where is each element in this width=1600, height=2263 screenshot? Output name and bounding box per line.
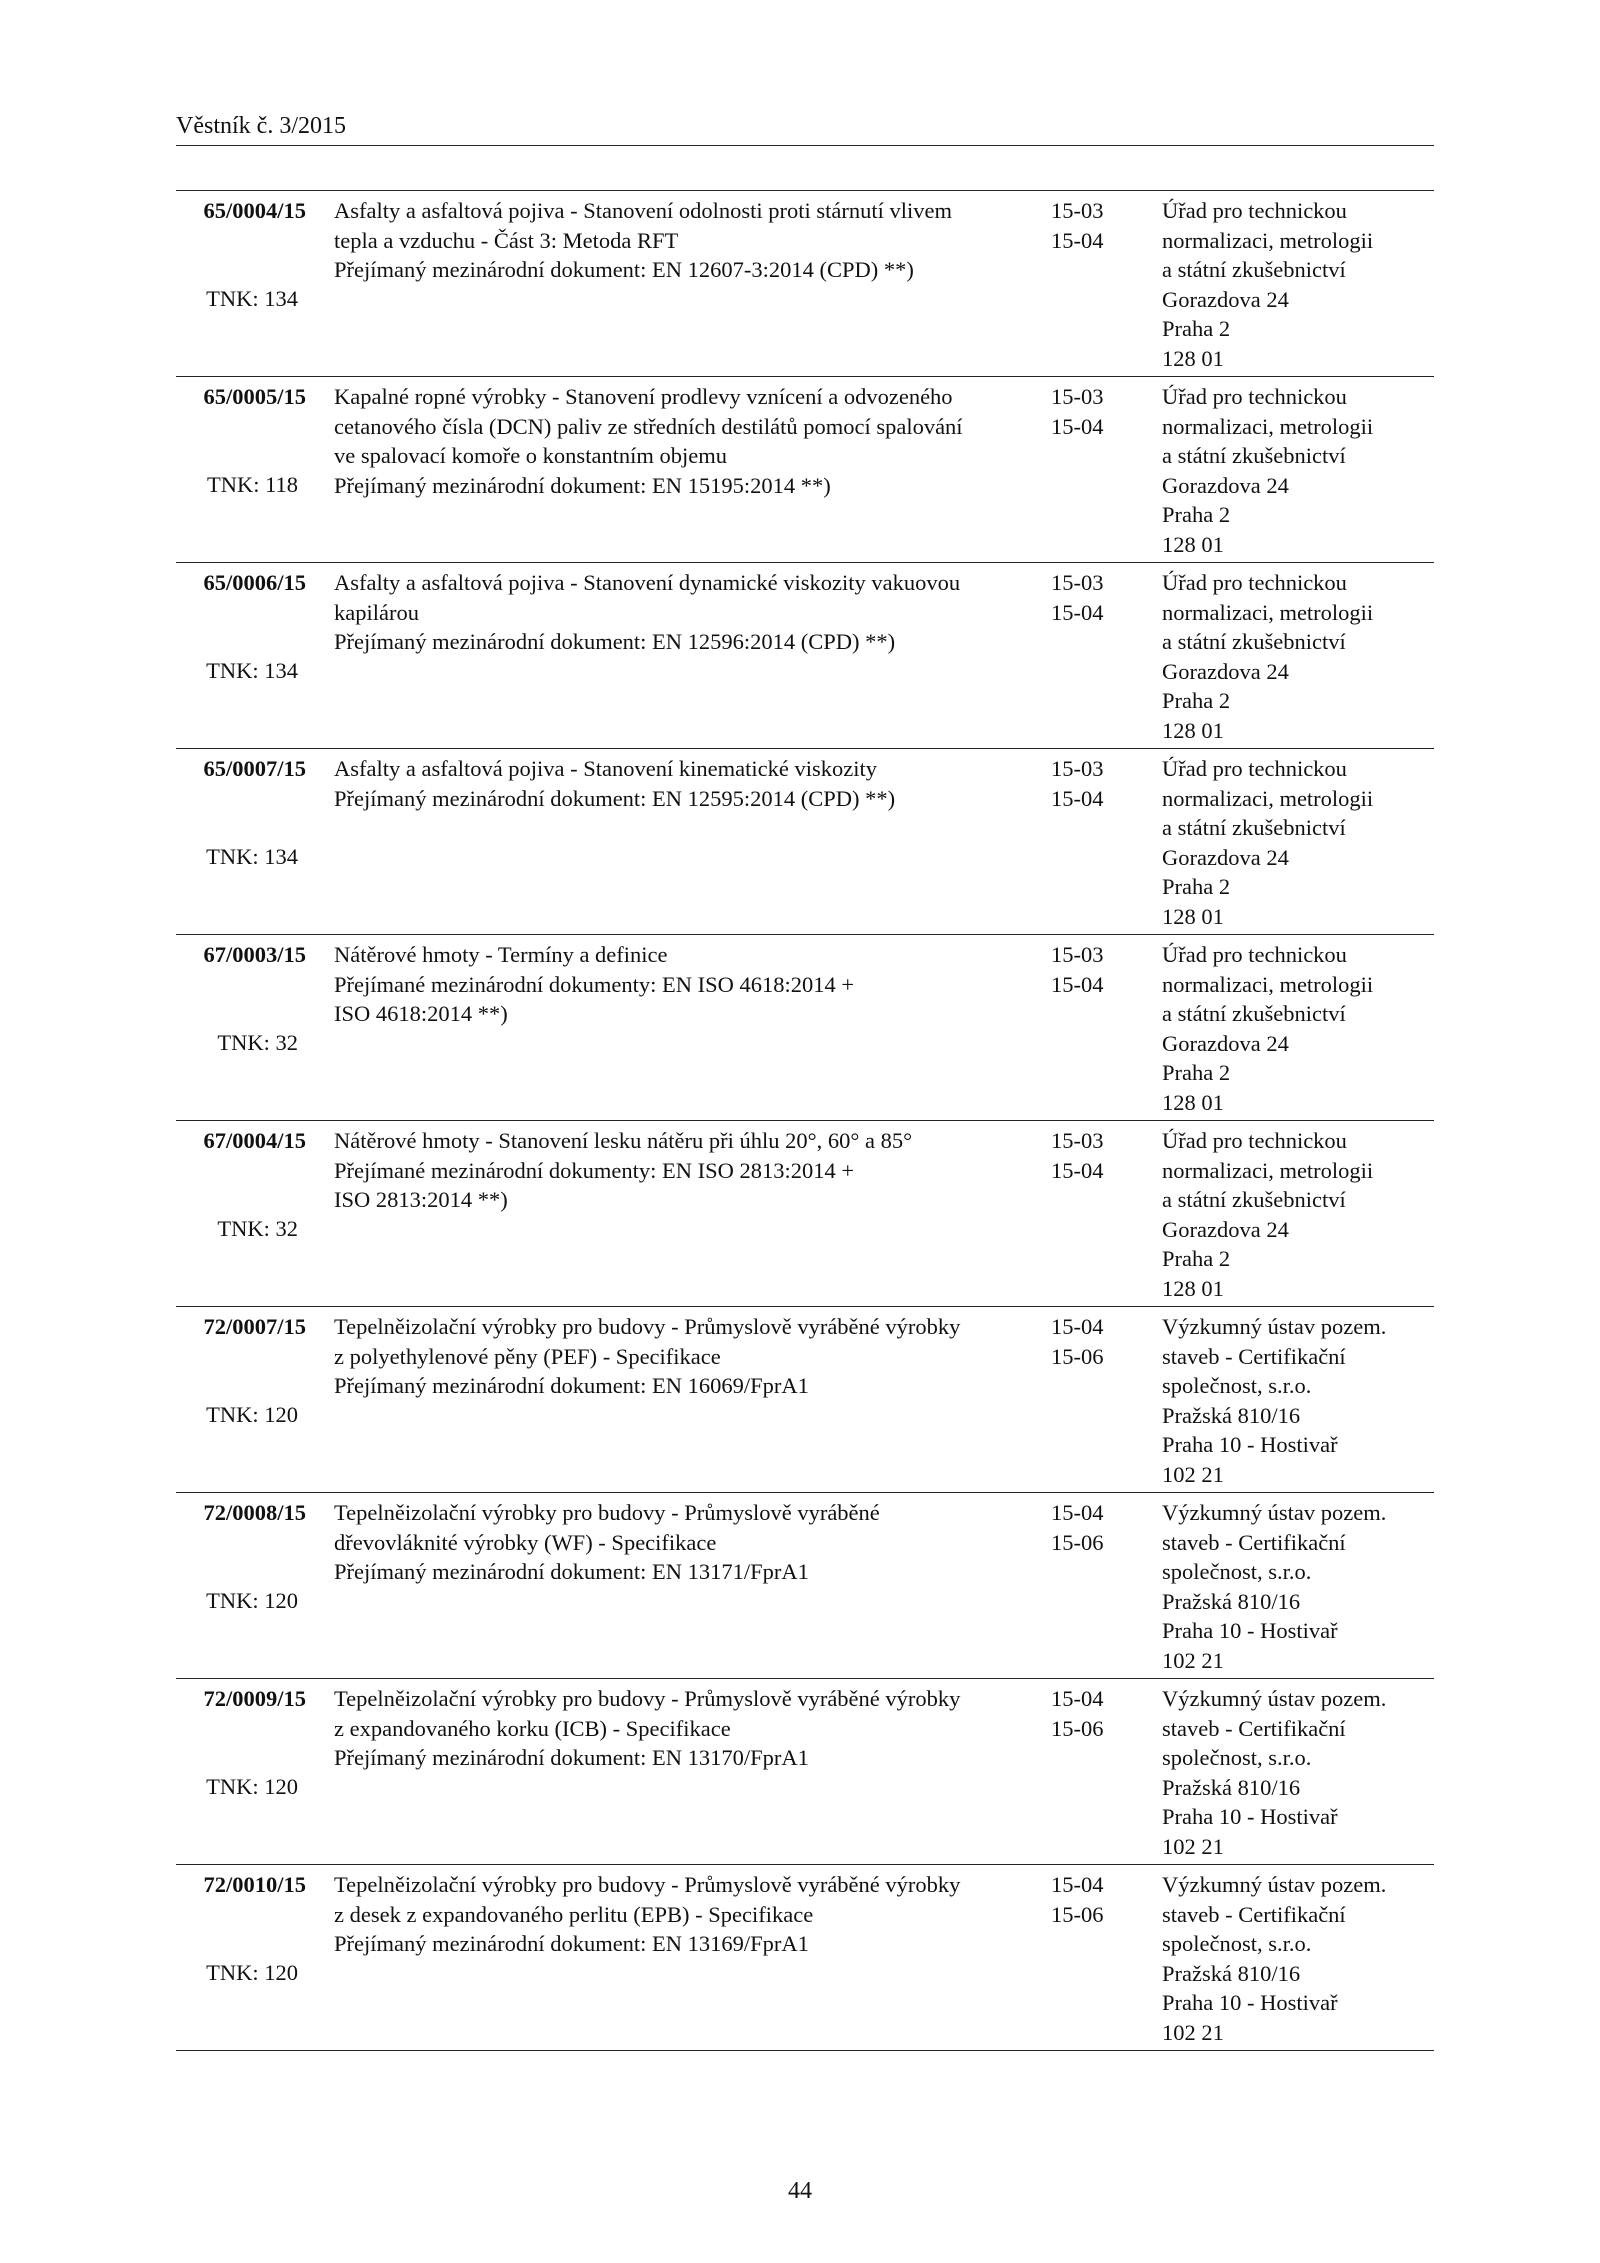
- title-line: Přejímaný mezinárodní dokument: EN 13170/FprA1: [334, 1745, 809, 1770]
- table-row: [176, 1865, 1434, 2051]
- organization-line: 128 01: [1162, 1089, 1224, 1115]
- comment-period: [1051, 940, 1104, 999]
- page-header: [176, 112, 1434, 146]
- title-line: Tepelněizolační výrobky pro budovy - Průmyslově vyráběné výrobky: [334, 1686, 961, 1711]
- period-date: 15-04: [1051, 599, 1104, 625]
- organization-line: 102 21: [1162, 1833, 1224, 1859]
- title-line: ve spalovací komoře o konstantním objemu: [334, 443, 728, 468]
- tnk-number: TNK: 134: [206, 844, 298, 869]
- organization-line: 128 01: [1162, 1275, 1224, 1301]
- standard-code: 67/0004/15: [203, 1128, 306, 1153]
- organization-line: 128 01: [1162, 903, 1224, 929]
- title-line: cetanového čísla (DCN) paliv ze středních destilátů pomocí spalování: [334, 413, 963, 439]
- processing-organization: [1162, 1312, 1386, 1489]
- standard-title: [334, 940, 854, 1029]
- tnk-number: TNK: 120: [206, 1402, 298, 1427]
- period-date: 15-03: [1051, 756, 1104, 781]
- standard-title: [334, 1498, 880, 1587]
- organization-line: 102 21: [1162, 1647, 1224, 1673]
- organization-line: Výzkumný ústav pozem.: [1162, 1500, 1387, 1525]
- period-date: 15-04: [1051, 413, 1104, 439]
- title-line: Přejímaný mezinárodní dokument: EN 12595:2014 (CPD) **): [334, 785, 896, 811]
- organization-line: 102 21: [1162, 2019, 1224, 2045]
- comment-period: [1051, 1498, 1104, 1557]
- tnk-number: TNK: 120: [206, 1774, 298, 1799]
- table-row: [176, 1679, 1434, 1865]
- period-date: 15-04: [1051, 971, 1104, 997]
- title-line: Přejímaný mezinárodní dokument: EN 15195:2014 **): [334, 472, 831, 498]
- standard-code: 72/0008/15: [203, 1500, 306, 1525]
- title-line: Přejímaný mezinárodní dokument: EN 12607-3:2014 (CPD) **): [334, 257, 914, 282]
- comment-period: [1051, 754, 1104, 813]
- processing-organization: [1162, 382, 1373, 559]
- title-line: ISO 2813:2014 **): [334, 1187, 508, 1212]
- organization-line: Praha 2: [1162, 1060, 1231, 1085]
- comment-period: [1051, 1312, 1104, 1371]
- processing-organization: [1162, 940, 1373, 1117]
- title-line: Přejímaný mezinárodní dokument: EN 16069/FprA1: [334, 1373, 809, 1398]
- comment-period: [1051, 1684, 1104, 1743]
- standard-title: [334, 382, 963, 500]
- table-row: [176, 935, 1434, 1121]
- standard-code: 65/0006/15: [203, 570, 306, 595]
- title-line: Asfalty a asfaltová pojiva - Stanovení odolnosti proti stárnutí vlivem: [334, 198, 953, 223]
- title-line: Přejímaný mezinárodní dokument: EN 12596:2014 (CPD) **): [334, 629, 896, 654]
- organization-line: Pražská 810/16: [1162, 1960, 1301, 1986]
- tnk-number: TNK: 120: [206, 1960, 298, 1985]
- organization-line: staveb - Certifikační: [1162, 1901, 1346, 1927]
- title-line: Asfalty a asfaltová pojiva - Stanovení dynamické viskozity vakuovou: [334, 570, 961, 595]
- organization-line: Praha 2: [1162, 502, 1231, 527]
- organization-line: a státní zkušebnictví: [1162, 1187, 1346, 1212]
- title-line: Kapalné ropné výrobky - Stanovení prodlevy vznícení a odvozeného: [334, 384, 953, 409]
- organization-line: Úřad pro technickou: [1162, 570, 1347, 595]
- title-line: ISO 4618:2014 **): [334, 1001, 508, 1026]
- table-row: [176, 377, 1434, 563]
- standard-code: 67/0003/15: [203, 942, 306, 967]
- standard-title: [334, 1684, 960, 1773]
- standard-code: 65/0005/15: [203, 384, 306, 409]
- tnk-number: TNK: 120: [206, 1588, 298, 1613]
- period-date: 15-04: [1051, 227, 1104, 253]
- organization-line: společnost, s.r.o.: [1162, 1373, 1312, 1398]
- organization-line: normalizaci, metrologii: [1162, 227, 1374, 253]
- processing-organization: [1162, 1126, 1373, 1303]
- comment-period: [1051, 568, 1104, 627]
- organization-line: Gorazdova 24: [1162, 1216, 1289, 1242]
- processing-organization: [1162, 196, 1373, 373]
- organization-line: 102 21: [1162, 1461, 1224, 1487]
- organization-line: Gorazdova 24: [1162, 286, 1289, 312]
- period-date: 15-06: [1051, 1343, 1104, 1369]
- period-date: 15-04: [1051, 1872, 1104, 1897]
- standard-title: [334, 1126, 912, 1215]
- organization-line: Úřad pro technickou: [1162, 1128, 1347, 1153]
- title-line: Asfalty a asfaltová pojiva - Stanovení kinematické viskozity: [334, 756, 877, 781]
- period-date: 15-04: [1051, 785, 1104, 811]
- organization-line: Praha 10 - Hostivař: [1162, 1618, 1338, 1643]
- tnk-number: TNK: 134: [206, 286, 298, 311]
- title-line: Přejímaný mezinárodní dokument: EN 13171/FprA1: [334, 1559, 809, 1584]
- title-line: dřevovláknité výrobky (WF) - Specifikace: [334, 1529, 717, 1555]
- organization-line: Gorazdova 24: [1162, 844, 1289, 870]
- standard-code: 65/0007/15: [203, 756, 306, 781]
- period-date: 15-06: [1051, 1529, 1104, 1555]
- period-date: 15-03: [1051, 1128, 1104, 1153]
- organization-line: Pražská 810/16: [1162, 1588, 1301, 1614]
- period-date: 15-04: [1051, 1314, 1104, 1339]
- organization-line: Výzkumný ústav pozem.: [1162, 1686, 1387, 1711]
- period-date: 15-03: [1051, 942, 1104, 967]
- comment-period: [1051, 196, 1104, 255]
- organization-line: Praha 2: [1162, 688, 1231, 713]
- table-row: [176, 1121, 1434, 1307]
- processing-organization: [1162, 568, 1373, 745]
- title-line: z desek z expandovaného perlitu (EPB) - Specifikace: [334, 1901, 814, 1927]
- organization-line: Pražská 810/16: [1162, 1774, 1301, 1800]
- organization-line: Úřad pro technickou: [1162, 384, 1347, 409]
- standard-title: [334, 568, 960, 657]
- organization-line: Praha 10 - Hostivař: [1162, 1432, 1338, 1457]
- organization-line: Praha 10 - Hostivař: [1162, 1990, 1338, 2015]
- standard-title: [334, 1312, 960, 1401]
- organization-line: Výzkumný ústav pozem.: [1162, 1872, 1387, 1897]
- standards-table: [176, 190, 1434, 2051]
- table-row: [176, 191, 1434, 377]
- organization-line: a státní zkušebnictví: [1162, 815, 1346, 840]
- title-line: Nátěrové hmoty - Termíny a definice: [334, 942, 668, 967]
- period-date: 15-03: [1051, 384, 1104, 409]
- processing-organization: [1162, 1870, 1386, 2047]
- organization-line: Úřad pro technickou: [1162, 198, 1347, 223]
- standard-code: 72/0009/15: [203, 1686, 306, 1711]
- organization-line: a státní zkušebnictví: [1162, 257, 1346, 282]
- journal-title: Věstník č. 3/2015: [176, 113, 346, 139]
- standard-title: [334, 1870, 960, 1959]
- organization-line: společnost, s.r.o.: [1162, 1931, 1312, 1956]
- organization-line: a státní zkušebnictví: [1162, 629, 1346, 654]
- comment-period: [1051, 1126, 1104, 1185]
- period-date: 15-04: [1051, 1500, 1104, 1525]
- organization-line: Gorazdova 24: [1162, 1030, 1289, 1056]
- standard-code: 72/0007/15: [203, 1314, 306, 1339]
- organization-line: normalizaci, metrologii: [1162, 599, 1374, 625]
- title-line: Tepelněizolační výrobky pro budovy - Průmyslově vyráběné výrobky: [334, 1314, 961, 1339]
- comment-period: [1051, 1870, 1104, 1929]
- title-line: kapilárou: [334, 599, 419, 625]
- organization-line: Výzkumný ústav pozem.: [1162, 1314, 1387, 1339]
- period-date: 15-06: [1051, 1901, 1104, 1927]
- organization-line: staveb - Certifikační: [1162, 1715, 1346, 1741]
- processing-organization: [1162, 754, 1373, 931]
- organization-line: Úřad pro technickou: [1162, 942, 1347, 967]
- title-line: tepla a vzduchu - Část 3: Metoda RFT: [334, 227, 679, 253]
- title-line: Přejímaný mezinárodní dokument: EN 13169/FprA1: [334, 1931, 809, 1956]
- organization-line: Gorazdova 24: [1162, 472, 1289, 498]
- organization-line: Pražská 810/16: [1162, 1402, 1301, 1428]
- standard-title: [334, 754, 895, 813]
- organization-line: normalizaci, metrologii: [1162, 785, 1374, 811]
- organization-line: Praha 2: [1162, 316, 1231, 341]
- title-line: Přejímané mezinárodní dokumenty: EN ISO 2813:2014 +: [334, 1157, 855, 1183]
- organization-line: staveb - Certifikační: [1162, 1343, 1346, 1369]
- organization-line: Úřad pro technickou: [1162, 756, 1347, 781]
- table-row: [176, 1307, 1434, 1493]
- organization-line: Praha 2: [1162, 874, 1231, 899]
- organization-line: normalizaci, metrologii: [1162, 971, 1374, 997]
- comment-period: [1051, 382, 1104, 441]
- title-line: Tepelněizolační výrobky pro budovy - Průmyslově vyráběné: [334, 1500, 880, 1525]
- table-row: [176, 749, 1434, 935]
- standard-title: [334, 196, 952, 285]
- title-line: Přejímané mezinárodní dokumenty: EN ISO 4618:2014 +: [334, 971, 855, 997]
- tnk-number: TNK: 32: [217, 1216, 298, 1241]
- title-line: Nátěrové hmoty - Stanovení lesku nátěru při úhlu 20°, 60° a 85°: [334, 1128, 913, 1153]
- organization-line: normalizaci, metrologii: [1162, 413, 1374, 439]
- tnk-number: TNK: 118: [206, 472, 298, 497]
- period-date: 15-04: [1051, 1686, 1104, 1711]
- period-date: 15-04: [1051, 1157, 1104, 1183]
- organization-line: 128 01: [1162, 345, 1224, 371]
- tnk-number: TNK: 32: [217, 1030, 298, 1055]
- page-number: 44: [788, 2178, 812, 2204]
- title-line: z expandovaného korku (ICB) - Specifikace: [334, 1715, 731, 1741]
- standard-code: 72/0010/15: [203, 1872, 306, 1897]
- processing-organization: [1162, 1684, 1386, 1861]
- title-line: Tepelněizolační výrobky pro budovy - Průmyslově vyráběné výrobky: [334, 1872, 961, 1897]
- organization-line: Praha 2: [1162, 1246, 1231, 1271]
- organization-line: staveb - Certifikační: [1162, 1529, 1346, 1555]
- period-date: 15-06: [1051, 1715, 1104, 1741]
- organization-line: Gorazdova 24: [1162, 658, 1289, 684]
- period-date: 15-03: [1051, 570, 1104, 595]
- organization-line: Praha 10 - Hostivař: [1162, 1804, 1338, 1829]
- processing-organization: [1162, 1498, 1386, 1675]
- organization-line: společnost, s.r.o.: [1162, 1559, 1312, 1584]
- period-date: 15-03: [1051, 198, 1104, 223]
- table-row: [176, 563, 1434, 749]
- organization-line: a státní zkušebnictví: [1162, 443, 1346, 468]
- title-line: z polyethylenové pěny (PEF) - Specifikace: [334, 1343, 721, 1369]
- table-row: [176, 1493, 1434, 1679]
- organization-line: normalizaci, metrologii: [1162, 1157, 1374, 1183]
- organization-line: 128 01: [1162, 531, 1224, 557]
- organization-line: 128 01: [1162, 717, 1224, 743]
- tnk-number: TNK: 134: [206, 658, 298, 683]
- organization-line: společnost, s.r.o.: [1162, 1745, 1312, 1770]
- organization-line: a státní zkušebnictví: [1162, 1001, 1346, 1026]
- standard-code: 65/0004/15: [203, 198, 306, 223]
